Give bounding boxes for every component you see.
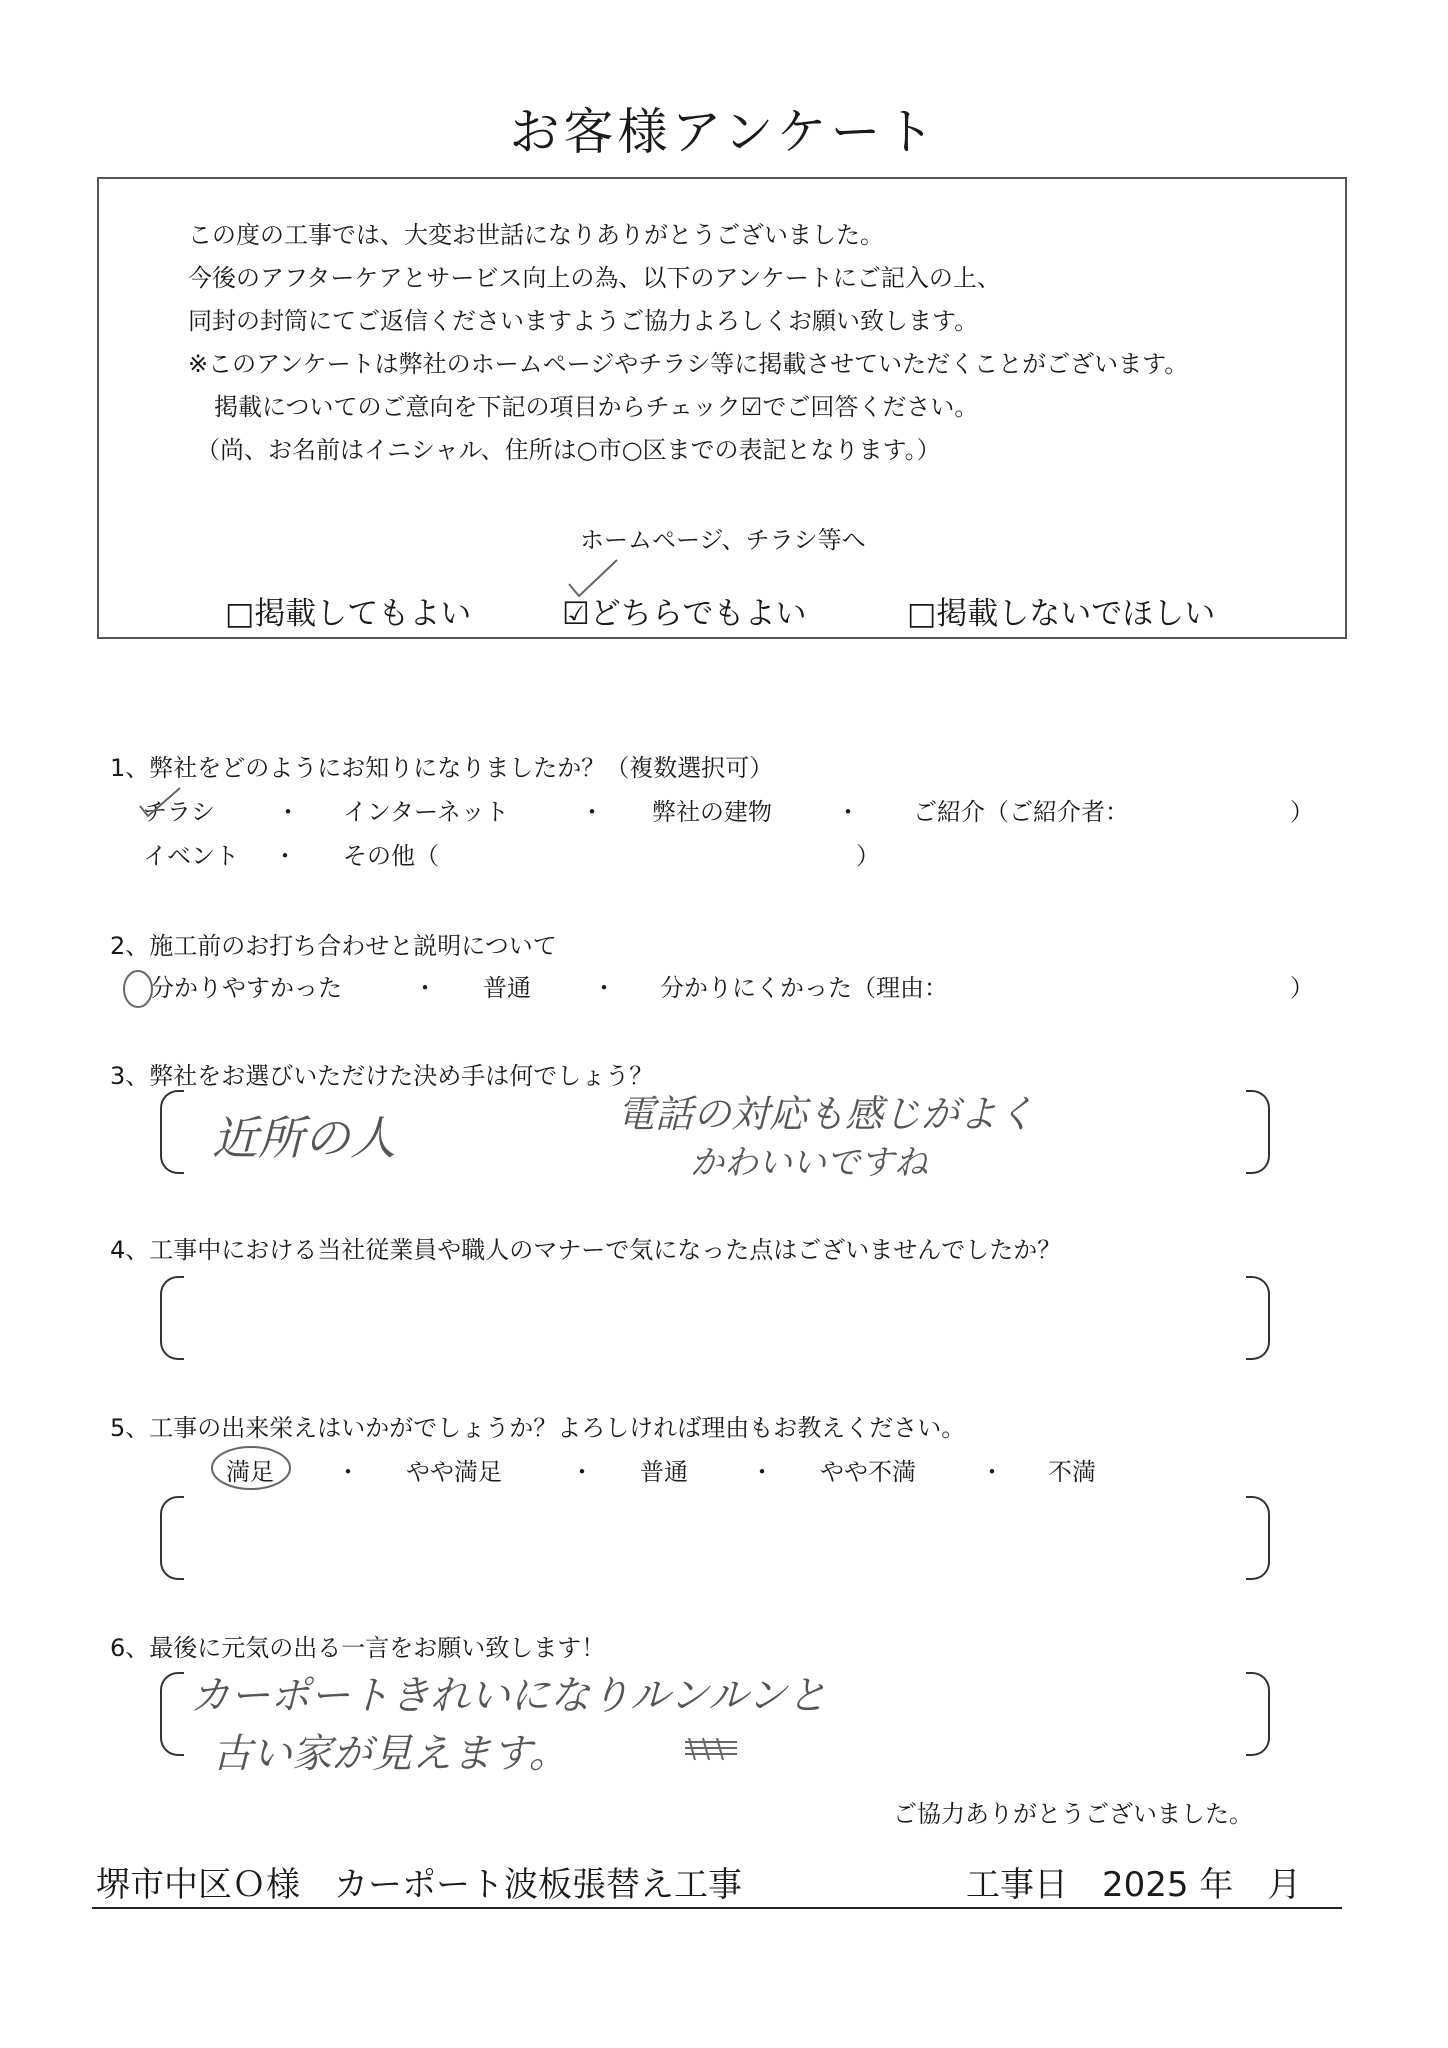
q3-handwritten-answer-1: 近所の人 <box>212 1111 396 1165</box>
question-1: 1、弊社をどのようにお知りになりましたか？（複数選択可） <box>110 754 774 782</box>
handwritten-circle-icon <box>118 965 158 1015</box>
publish-heading: ホームページ、チラシ等へ <box>580 526 866 554</box>
footer-date: 工事日 2025 年 月 <box>966 1865 1302 1905</box>
answer-bracket-right <box>1246 1672 1270 1756</box>
q1-option-internet[interactable]: インターネット <box>343 798 509 826</box>
q3-handwritten-answer-2: 電話の対応も感じがよく <box>617 1092 1036 1136</box>
q2-separator: ・ <box>592 974 616 1002</box>
q1-option-other[interactable]: その他（ <box>343 842 439 870</box>
q5-option-dissatisfied[interactable]: 不満 <box>1048 1458 1096 1486</box>
q1-referral-close: ） <box>1290 798 1314 826</box>
q6-handwritten-answer-1: カーポートきれいになりルンルンと <box>190 1673 827 1719</box>
publish-option-either[interactable]: ☑どちらでもよい <box>562 596 807 632</box>
handwritten-check-icon <box>136 786 186 822</box>
handwritten-check-icon <box>565 556 625 606</box>
q1-option-flyer[interactable]: チラシ <box>143 798 215 826</box>
intro-line-3: 同封の封筒にてご返信くださいますようご協力よろしくお願い致します。 <box>188 307 979 335</box>
q5-option-somewhat-satisfied[interactable]: やや満足 <box>406 1458 502 1486</box>
question-3: 3、弊社をお選びいただけた決め手は何でしょう？ <box>110 1062 654 1090</box>
footer-project: 堺市中区Ｏ様 カーポート波板張替え工事 <box>96 1865 742 1905</box>
publish-option-deny[interactable]: □掲載しないでほしい <box>907 596 1216 632</box>
q1-option-referral[interactable]: ご紹介（ご紹介者： <box>913 798 1129 826</box>
answer-bracket-left <box>160 1672 184 1756</box>
publish-option-allow[interactable]: □掲載してもよい <box>225 596 472 632</box>
q1-other-close: ） <box>856 842 880 870</box>
q2-reason-close: ） <box>1290 974 1314 1002</box>
q2-separator: ・ <box>413 974 437 1002</box>
q5-option-somewhat-dissatisfied[interactable]: やや不満 <box>820 1458 916 1486</box>
intro-line-2: 今後のアフターケアとサービス向上の為、以下のアンケートにご記入の上、 <box>188 264 1001 292</box>
answer-bracket-right <box>1246 1276 1270 1360</box>
q3-handwritten-answer-3: かわいいですね <box>690 1143 928 1183</box>
q5-separator: ・ <box>750 1458 774 1486</box>
footer-underline <box>92 1907 1342 1909</box>
intro-line-5: 掲載についてのご意向を下記の項目からチェック☑でご回答ください。 <box>214 393 979 421</box>
thanks-note: ご協力ありがとうございました。 <box>893 1800 1253 1828</box>
scribble-icon <box>683 1736 739 1762</box>
q5-separator: ・ <box>570 1458 594 1486</box>
q1-option-event[interactable]: イベント <box>143 842 239 870</box>
answer-bracket-right <box>1246 1090 1270 1174</box>
intro-line-4: ※このアンケートは弊社のホームページやチラシ等に掲載させていただくことがございます。 <box>188 350 1189 378</box>
answer-bracket-left <box>160 1496 184 1580</box>
q2-option-clear[interactable]: 分かりやすかった <box>150 974 342 1002</box>
question-4: 4、工事中における当社従業員や職人のマナーで気になった点はございませんでしたか？ <box>110 1236 1062 1264</box>
page-title: お客様アンケート <box>509 103 939 161</box>
q5-separator: ・ <box>980 1458 1004 1486</box>
q2-option-unclear[interactable]: 分かりにくかった（理由： <box>660 974 948 1002</box>
question-2: 2、施工前のお打ち合わせと説明について <box>110 932 557 960</box>
q2-option-normal[interactable]: 普通 <box>483 974 531 1002</box>
intro-line-6: （尚、お名前はイニシャル、住所は○市○区までの表記となります。） <box>196 436 941 464</box>
q5-option-normal[interactable]: 普通 <box>640 1458 688 1486</box>
answer-bracket-left <box>160 1090 184 1174</box>
q1-separator: ・ <box>276 798 300 826</box>
handwritten-circle-icon <box>208 1443 294 1493</box>
intro-line-1: この度の工事では、大変お世話になりありがとうございました。 <box>188 221 884 249</box>
q1-option-building[interactable]: 弊社の建物 <box>652 798 772 826</box>
question-6: 6、最後に元気の出る一言をお願い致します！ <box>110 1634 606 1662</box>
question-5: 5、工事の出来栄えはいかがでしょうか？よろしければ理由もお教えください。 <box>110 1414 966 1442</box>
q6-handwritten-answer-2: 古い家が見えます。 <box>212 1731 569 1777</box>
answer-bracket-right <box>1246 1496 1270 1580</box>
q1-separator: ・ <box>836 798 860 826</box>
q5-separator: ・ <box>336 1458 360 1486</box>
q1-separator: ・ <box>273 842 297 870</box>
q5-option-satisfied[interactable]: 満足 <box>226 1458 274 1486</box>
answer-bracket-left <box>160 1276 184 1360</box>
q1-separator: ・ <box>580 798 604 826</box>
